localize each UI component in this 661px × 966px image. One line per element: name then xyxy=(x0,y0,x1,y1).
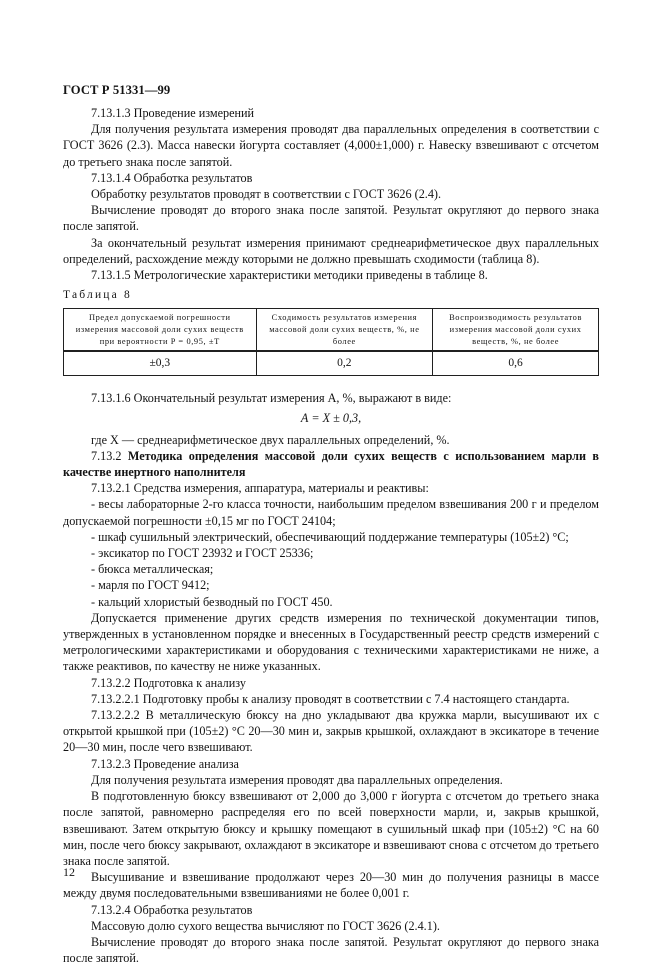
list-item-text: марля по ГОСТ 9412; xyxy=(98,578,210,593)
table-caption: Таблица 8 xyxy=(63,289,132,302)
list-item: - кальций хлористый безводный по ГОСТ 450. xyxy=(91,594,333,609)
page-number: 12 xyxy=(63,865,75,879)
paragraph: Для получения результата измерения проводят два параллельных определения. xyxy=(91,772,503,787)
section-heading-7-13-2 xyxy=(63,448,599,480)
section-heading-7-13-2-1: 7.13.2.1 Средства измерения, аппаратура, материалы и реактивы: xyxy=(91,481,429,496)
list-item-text: кальций хлористый безводный по ГОСТ 450. xyxy=(98,594,333,609)
paragraph: Массовую долю сухого вещества вычисляют по ГОСТ 3626 (2.4.1). xyxy=(91,918,440,933)
section-heading-7-13-2-4: 7.13.2.4 Обработка результатов xyxy=(91,902,253,917)
paragraph: Обработку результатов проводят в соответствии с ГОСТ 3626 (2.4). xyxy=(91,187,442,202)
list-item: - бюкса металлическая; xyxy=(91,562,214,577)
table-cell: ±0,3 xyxy=(64,351,257,376)
list-item: - марля по ГОСТ 9412; xyxy=(91,578,210,593)
paragraph: 7.13.2.2.2 В металлическую бюксу на дно укладывают два кружка марли, высушивают их с открытой крышкой при (105±2) °С 20—30 мин и, закрыв крышкой, охлаждают в эксикаторе в течение 20—30 мин, после чего взвешивают. xyxy=(63,708,599,755)
table-header-cell: Сходимость результатов измерения массовой доли сухих веществ, %, не более xyxy=(256,309,433,351)
section-heading-7-13-2-3: 7.13.2.3 Проведение анализа xyxy=(91,756,239,771)
section-heading-7-13-2-2: 7.13.2.2 Подготовка к анализу xyxy=(91,675,246,690)
section-number: 7.13.2 xyxy=(91,448,122,463)
metrology-table xyxy=(63,308,599,376)
list-item-text: эксикатор по ГОСТ 23932 и ГОСТ 25336; xyxy=(98,546,314,561)
section-title: Методика определения массовой доли сухих веществ с использованием марли в качестве инертного наполнителя xyxy=(63,448,599,480)
paragraph: 7.13.1.6 Окончательный результат измерения А, %, выражают в виде: xyxy=(91,391,452,406)
paragraph: где X — среднеарифметическое двух параллельных определений, %. xyxy=(91,432,450,447)
list-item: - эксикатор по ГОСТ 23932 и ГОСТ 25336; xyxy=(91,546,314,561)
paragraph: 7.13.2.2.1 Подготовку пробы к анализу проводят в соответствии с 7.4 настоящего стандарта. xyxy=(91,691,570,706)
section-heading-7-13-1-3: 7.13.1.3 Проведение измерений xyxy=(91,106,255,120)
paragraph: Вычисление проводят до второго знака после запятой. Результат округляют до первого знака после запятой. xyxy=(63,934,599,966)
table-header-row xyxy=(64,309,599,351)
paragraph: В подготовленную бюксу взвешивают от 2,000 до 3,000 г йогурта с отсчетом до третьего знака после запятой, равномерно распределяя его по всей поверхности марли, и, закрыв крышкой, взвешивают. Затем открытую бюксу и крышку помещают в сушильный шкаф при (105±2) °С на 60 мин, после чего бюксу закрывают, охлаждают в эксикаторе и взвешивают снова с отсчетом до третьего знака после запятой. xyxy=(63,789,599,868)
list-item-text: шкаф сушильный электрический, обеспечивающий поддержание температуры (105±2) °С; xyxy=(98,529,569,544)
paragraph: 7.13.1.5 Метрологические характеристики методики приведены в таблице 8. xyxy=(91,268,488,283)
table-cell: 0,2 xyxy=(256,351,433,376)
paragraph: За окончательный результат измерения принимают среднеарифметическое двух параллельных определений, расхождение между которыми не должно превышать сходимости (таблица 8). xyxy=(63,235,599,266)
table-header-cell: Воспроизводимость результатов измерения массовой доли сухих веществ, %, не более xyxy=(433,309,599,351)
page-body xyxy=(63,105,599,966)
paragraph: Высушивание и взвешивание продолжают через 20—30 мин до получения разницы в массе между двумя последовательными взвешиваниями не более 0,001 г. xyxy=(63,870,599,901)
document-header: ГОСТ Р 51331—99 xyxy=(63,83,171,97)
section-heading-7-13-1-4: 7.13.1.4 Обработка результатов xyxy=(91,170,253,185)
paragraph: Для получения результата измерения проводят два параллельных определения в соответствии с ГОСТ 3626 (2.3). Масса навески йогурта составляет (4,000±1,000) г. Навеску взвешивают с отсчетом до третьего знака после запятой. xyxy=(63,122,599,169)
table-header-cell: Предел допускаемой погрешности измерения массовой доли сухих веществ при вероятности P = 0,95, ±Т xyxy=(64,309,257,351)
paragraph: Вычисление проводят до второго знака после запятой. Результат округляют до первого знака после запятой. xyxy=(63,203,599,234)
formula-text: А = X ± 0,3, xyxy=(300,411,362,426)
formula xyxy=(63,410,599,426)
table-row xyxy=(64,351,599,376)
paragraph: Допускается применение других средств измерения по технической документации типов, утвержденных в установленном порядке и внесенных в Государственный реестр средств измерений с метрологическими характеристиками и оборудования с техническими характеристиками не ниже, а также реактивов, по качеству не ниже указанных. xyxy=(63,610,599,674)
table-cell: 0,6 xyxy=(433,351,599,376)
list-item-text: весы лабораторные 2-го класса точности, наибольшим пределом взвешивания 200 г и пределом допускаемой погрешности ±0,15 мг по ГОСТ 24104; xyxy=(63,497,599,528)
list-item: - шкаф сушильный электрический, обеспечивающий поддержание температуры (105±2) °С; xyxy=(91,529,569,544)
list-item: - весы лабораторные 2-го класса точности, наибольшим пределом взвешивания 200 г и пределом допускаемой погрешности ±0,15 мг по ГОСТ 24104; xyxy=(63,497,599,528)
list-item-text: бюкса металлическая; xyxy=(98,562,214,577)
